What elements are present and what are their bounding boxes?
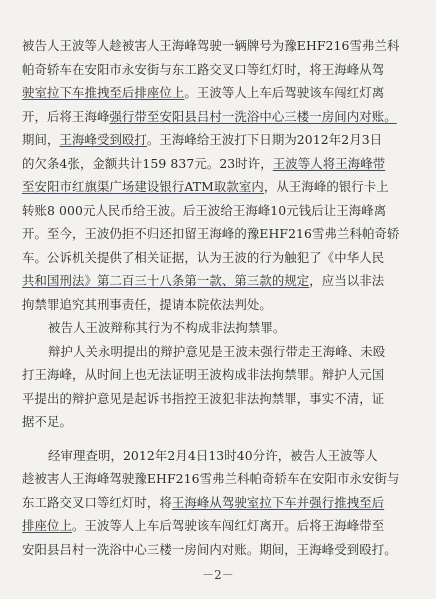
text-segment: 安阳县吕村一洗浴中心三楼一房间内对账。期间，王海峰受到殴打。 <box>22 541 397 557</box>
text-segment: 的欠条4张，金额共计159 837元。23时许， <box>22 155 273 171</box>
text-segment: 。王海峰给王波打下日期为2012年2月3日 <box>146 132 383 147</box>
text-segment: 拘禁罪追究其刑事责任，提请本院依法判处。 <box>22 296 272 312</box>
text-line <box>22 246 426 270</box>
text-segment: 帕奇轿车在安阳市永安街与东工路交叉口等红灯时，将王海峰从驾 <box>22 61 385 77</box>
text-line <box>22 340 426 364</box>
text-line <box>22 269 426 293</box>
page-number: －2－ <box>202 568 234 582</box>
text-segment: ，从王海峰的银行卡上 <box>263 179 389 194</box>
text-line <box>22 58 426 82</box>
underlined-text: 排座位上 <box>22 518 72 533</box>
paragraph <box>22 316 426 340</box>
underlined-text: 至安阳市红旗渠广场建设银行ATM取款室内 <box>22 179 264 194</box>
text-line <box>22 538 426 562</box>
text-segment: 平提出的辩护意见是起诉书指控王波犯非法拘禁罪，事实不清，证 <box>22 390 385 406</box>
text-segment: 辩护人关永明提出的辩护意见是王波未强行带走王海峰、未殴 <box>48 343 386 359</box>
paragraph <box>22 34 426 316</box>
text-line <box>22 293 426 317</box>
underlined-text: 王海峰从驾驶室拉下车并强行推拽至后 <box>171 494 385 510</box>
text-segment: 。王波等人上车后驾驶该车闯红灯离开。后将王海峰带至 <box>71 518 385 533</box>
text-segment: 转账8 000元人民币给王波。后王波给王海峰10元钱后让王海峰离 <box>22 202 387 218</box>
underlined-text: 共和国刑法》 <box>22 273 97 288</box>
underlined-text: 强行带至安阳县吕村一洗浴中心三楼一房间内对账。 <box>109 108 397 124</box>
text-segment: 车。公诉机关提供了相关证据，认为王波的行为触犯了《中华人民 <box>22 249 385 265</box>
text-segment: 。王波等人上车后驾驶该车闯红灯离 <box>184 85 385 100</box>
text-line <box>22 81 426 105</box>
paragraph <box>22 340 426 434</box>
underlined-text: 王波等人将王海峰带 <box>272 155 386 171</box>
text-line <box>22 175 426 199</box>
text-segment: 趁被害人王海峰驾驶豫EHF216雪弗兰科帕奇轿车在安阳市永安街与 <box>22 471 400 486</box>
text-segment: 被告人王波辩称其行为不构成非法拘禁罪。 <box>48 320 286 335</box>
text-line <box>22 387 426 411</box>
underlined-text: 第二百三十八条第一款、第三款的规定 <box>96 273 310 288</box>
text-line <box>22 410 426 434</box>
text-line <box>22 152 426 176</box>
text-line <box>22 199 426 223</box>
text-line <box>22 105 426 129</box>
text-segment: 东工路交叉口等红灯时，将 <box>22 494 172 510</box>
text-line <box>22 444 426 468</box>
text-line <box>22 514 426 538</box>
text-line <box>22 363 426 387</box>
text-segment: 开，后将王海峰 <box>22 108 110 124</box>
text-line <box>22 316 426 340</box>
paragraph-gap <box>22 434 426 444</box>
paragraph <box>22 444 426 562</box>
text-segment: 开。至今，王波仍拒不归还扣留王海峰的豫EHF216雪弗兰科帕奇轿 <box>22 226 400 241</box>
underlined-text: 驶室拉下车推拽至后排座位上 <box>22 85 185 100</box>
text-segment: ，应当以非法 <box>309 273 385 288</box>
document-body <box>22 34 426 561</box>
text-line <box>22 34 426 58</box>
text-segment: 打王海峰，从时间上也无法证明王波构成非法拘禁罪。辩护人元国 <box>22 367 385 382</box>
text-line <box>22 491 426 515</box>
text-segment: 被告人王波等人趁被害人王海峰驾驶一辆牌号为豫EHF216雪弗兰科 <box>22 38 400 53</box>
text-line <box>22 128 426 152</box>
underlined-text: 王海峰受到殴打 <box>59 132 147 147</box>
text-segment: 据不足。 <box>22 414 72 429</box>
text-line <box>22 222 426 246</box>
text-segment: 经审理查明，2012年2月4日13时40分许，被告人王波等人 <box>48 447 378 463</box>
text-segment: 期间， <box>22 132 60 147</box>
text-line <box>22 467 426 491</box>
